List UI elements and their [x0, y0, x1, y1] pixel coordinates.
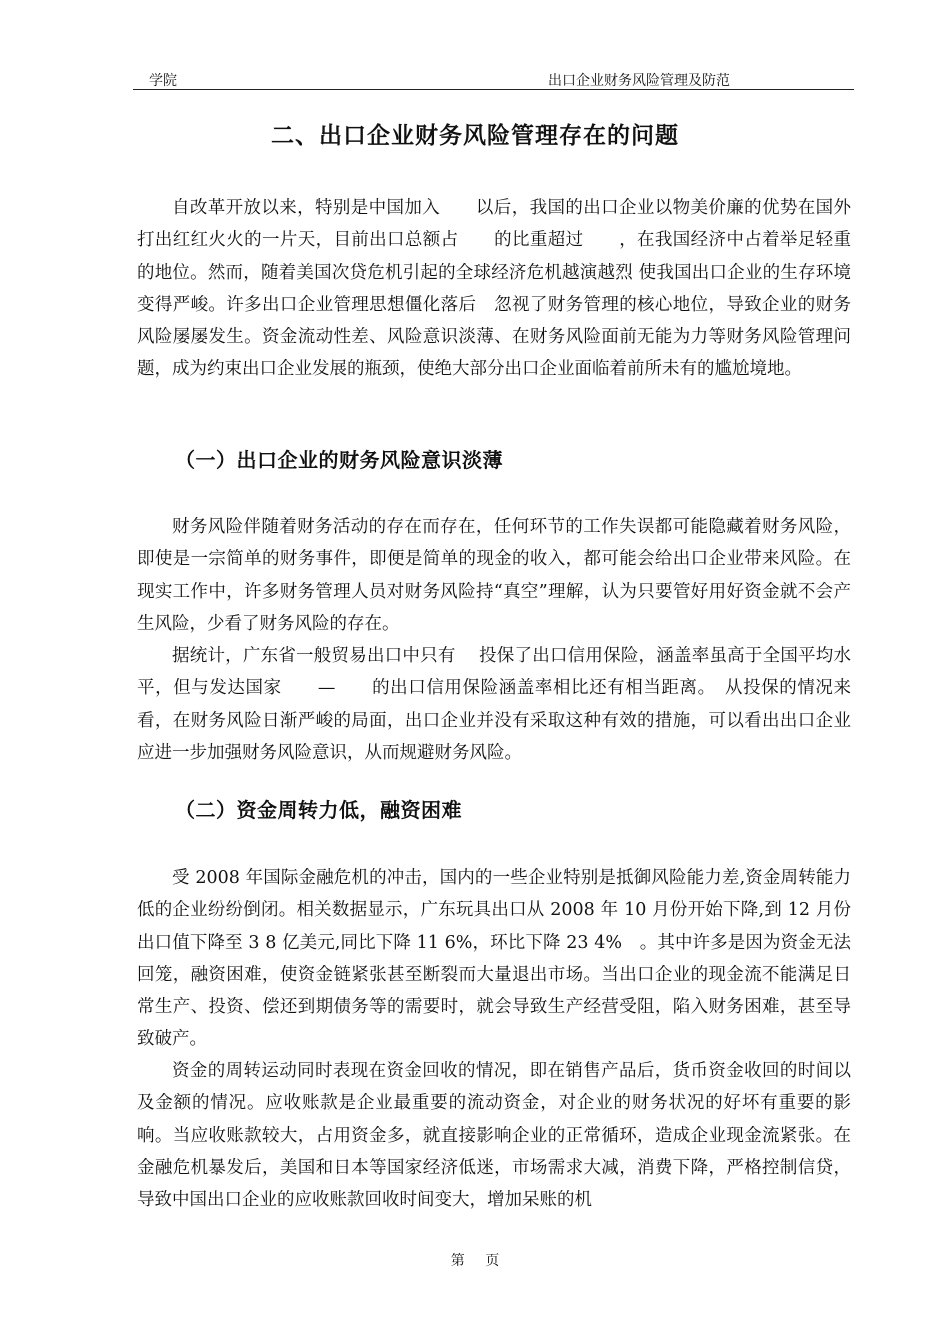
page-header: [133, 67, 854, 90]
header-school: 学院: [149, 73, 177, 89]
section-2-paragraph-2: 资金的周转运动同时表现在资金回收的情况，即在销售产品后，货币资金收回的时间以及金额的情况。应收账款是企业最重要的流动资金，对企业的财务状况的好坏有重要的影响。当应收账款较大，占用资金多，就直接影响企业的正常循环，造成企业现金流紧张。在金融危机暴发后，美国和日本等国家经济低迷，市场需求大减，消费下降，严格控制信贷，导致中国出口企业的应收账款回收时间变大，增加呆账的机: [137, 1061, 851, 1211]
section-2-paragraph-1: 受 2008 年国际金融危机的冲击，国内的一些企业特别是抵御风险能力差,资金周转能力低的企业纷纷倒闭。相关数据显示，广东玩具出口从 2008 年 10 月份开始下降,到 12 月份出口值下降至 3 8 亿美元,同比下降 11 6%，环比下降 23 4% 。其中许多是因为资金无法回笼，融资困难，使资金链紧张甚至断裂而大量退出市场。当出口企业的现金流不能满足日常生产、投资、偿还到期债务等的需要时，就会导致生产经营受阻，陷入财务困难，甚至导致破产。: [137, 868, 851, 1050]
section-heading-2: （二）资金周转力低，融资困难: [175, 798, 462, 822]
page-footer: [0, 1250, 950, 1270]
page-title: 二、出口企业财务风险管理存在的问题: [271, 123, 679, 149]
section-1-paragraph-1: 财务风险伴随着财务活动的存在而存在，任何环节的工作失误都可能隐藏着财务风险，即使是一宗简单的财务事件，即便是简单的现金的收入，都可能会给出口企业带来风险。在现实工作中，许多财务管理人员对财务风险持“真空”理解，认为只要管好用好资金就不会产生风险，少看了财务风险的存在。: [137, 517, 851, 634]
footer-page-suffix: 页: [485, 1253, 500, 1269]
section-heading-1: （一）出口企业的财务风险意识淡薄: [175, 448, 503, 472]
section-1-paragraph-2: 据统计，广东省一般贸易出口中只有 投保了出口信用保险，涵盖率虽高于全国平均水平，但与发达国家 — 的出口信用保险涵盖率相比还有相当距离。 从投保的情况来看，在财务风险日渐严峻的局面，出口企业并没有采取这种有效的措施，可以看出出口企业应进一步加强财务风险意识，从而规避财务风险。: [137, 646, 851, 763]
intro-paragraph: 自改革开放以来，特别是中国加入 以后，我国的出口企业以物美价廉的优势在国外打出红红火火的一片天，目前出口总额占 的比重超过 ，在我国经济中占着举足轻重的地位。然而，随着美国次贷危机引起的全球经济危机越演越烈 使我国出口企业的生存环境变得严峻。许多出口企业管理思想僵化落后 忽视了财务管理的核心地位，导致企业的财务风险屡屡发生。资金流动性差、风险意识淡薄、在财务风险面前无能为力等财务风险管理问题，成为约束出口企业发展的瓶颈，使绝大部分出口企业面临着前所未有的尴尬境地。: [137, 198, 851, 380]
header-thesis-title: 出口企业财务风险管理及防范: [548, 73, 730, 89]
footer-page-prefix: 第: [450, 1253, 465, 1269]
